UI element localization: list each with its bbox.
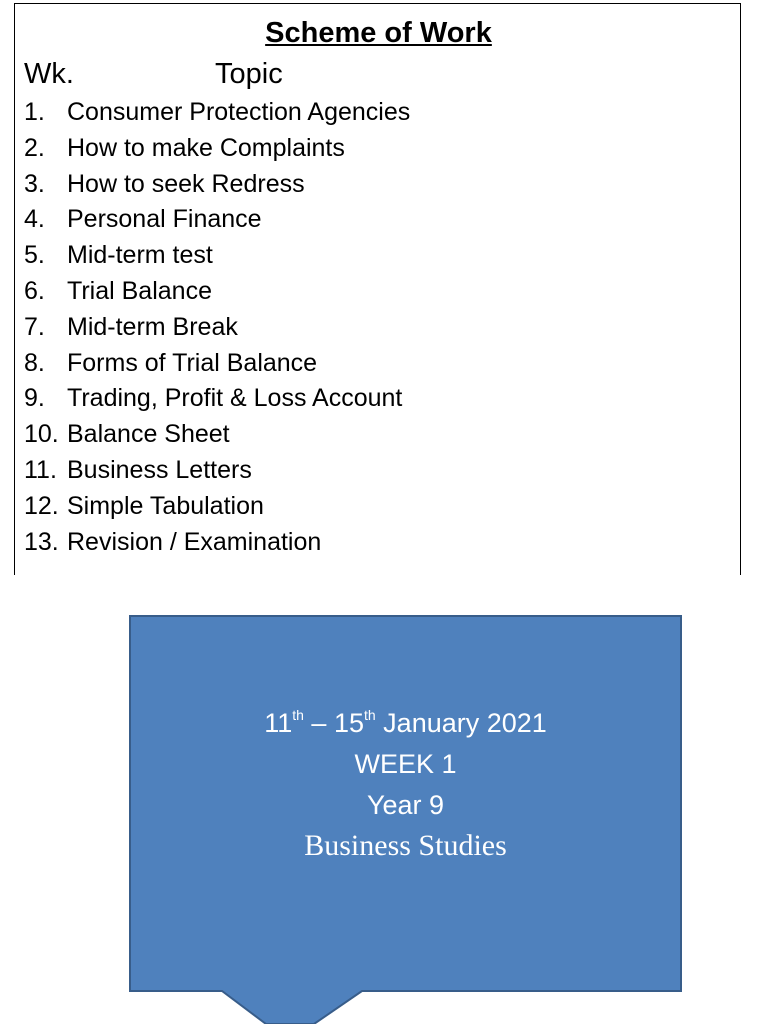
topic-number: 1. (24, 98, 45, 126)
date-start-day: 11 (264, 708, 293, 738)
topic-label: Consumer Protection Agencies (67, 98, 411, 126)
topic-number: 5. (24, 241, 45, 270)
date-separator: – (303, 708, 334, 738)
week-column-header: Wk. (24, 58, 74, 90)
topic-label: How to make Complaints (67, 133, 345, 162)
topic-number: 10. (24, 420, 59, 449)
topic-number: 4. (24, 205, 45, 234)
topic-label: Mid-term test (67, 241, 213, 270)
topic-label: Simple Tabulation (67, 491, 264, 520)
topic-label: Balance Sheet (67, 420, 230, 449)
date-start-suffix: th (292, 707, 304, 723)
topic-number: 9. (24, 384, 45, 413)
topic-number: 6. (24, 276, 45, 305)
callout-text (130, 703, 681, 866)
topic-number: 2. (24, 133, 45, 162)
topic-number: 8. (24, 348, 45, 377)
topic-label: Trial Balance (67, 276, 212, 305)
topic-label: Forms of Trial Balance (67, 348, 318, 377)
topic-number: 11. (24, 455, 57, 484)
date-range (130, 703, 681, 744)
date-end-day: 15 (333, 708, 364, 738)
topic-label: Trading, Profit & Loss Account (67, 384, 403, 413)
subject-label: Business Studies (304, 829, 507, 862)
scheme-title: Scheme of Work (265, 17, 492, 49)
topic-label: Personal Finance (67, 205, 262, 234)
topic-number: 13. (24, 527, 59, 556)
topic-number: 7. (24, 312, 45, 341)
topic-label: Mid-term Break (67, 312, 238, 341)
topic-label: Revision / Examination (67, 527, 322, 556)
topic-label: Business Letters (67, 455, 252, 484)
topic-label: How to seek Redress (67, 169, 305, 198)
topic-number: 12. (24, 491, 59, 520)
date-rest: January 2021 (375, 708, 547, 738)
week-label: WEEK 1 (354, 749, 457, 779)
date-end-suffix: th (363, 707, 376, 723)
year-label: Year 9 (366, 790, 445, 820)
topic-column-header: Topic (215, 58, 283, 90)
topic-number: 3. (24, 169, 45, 198)
